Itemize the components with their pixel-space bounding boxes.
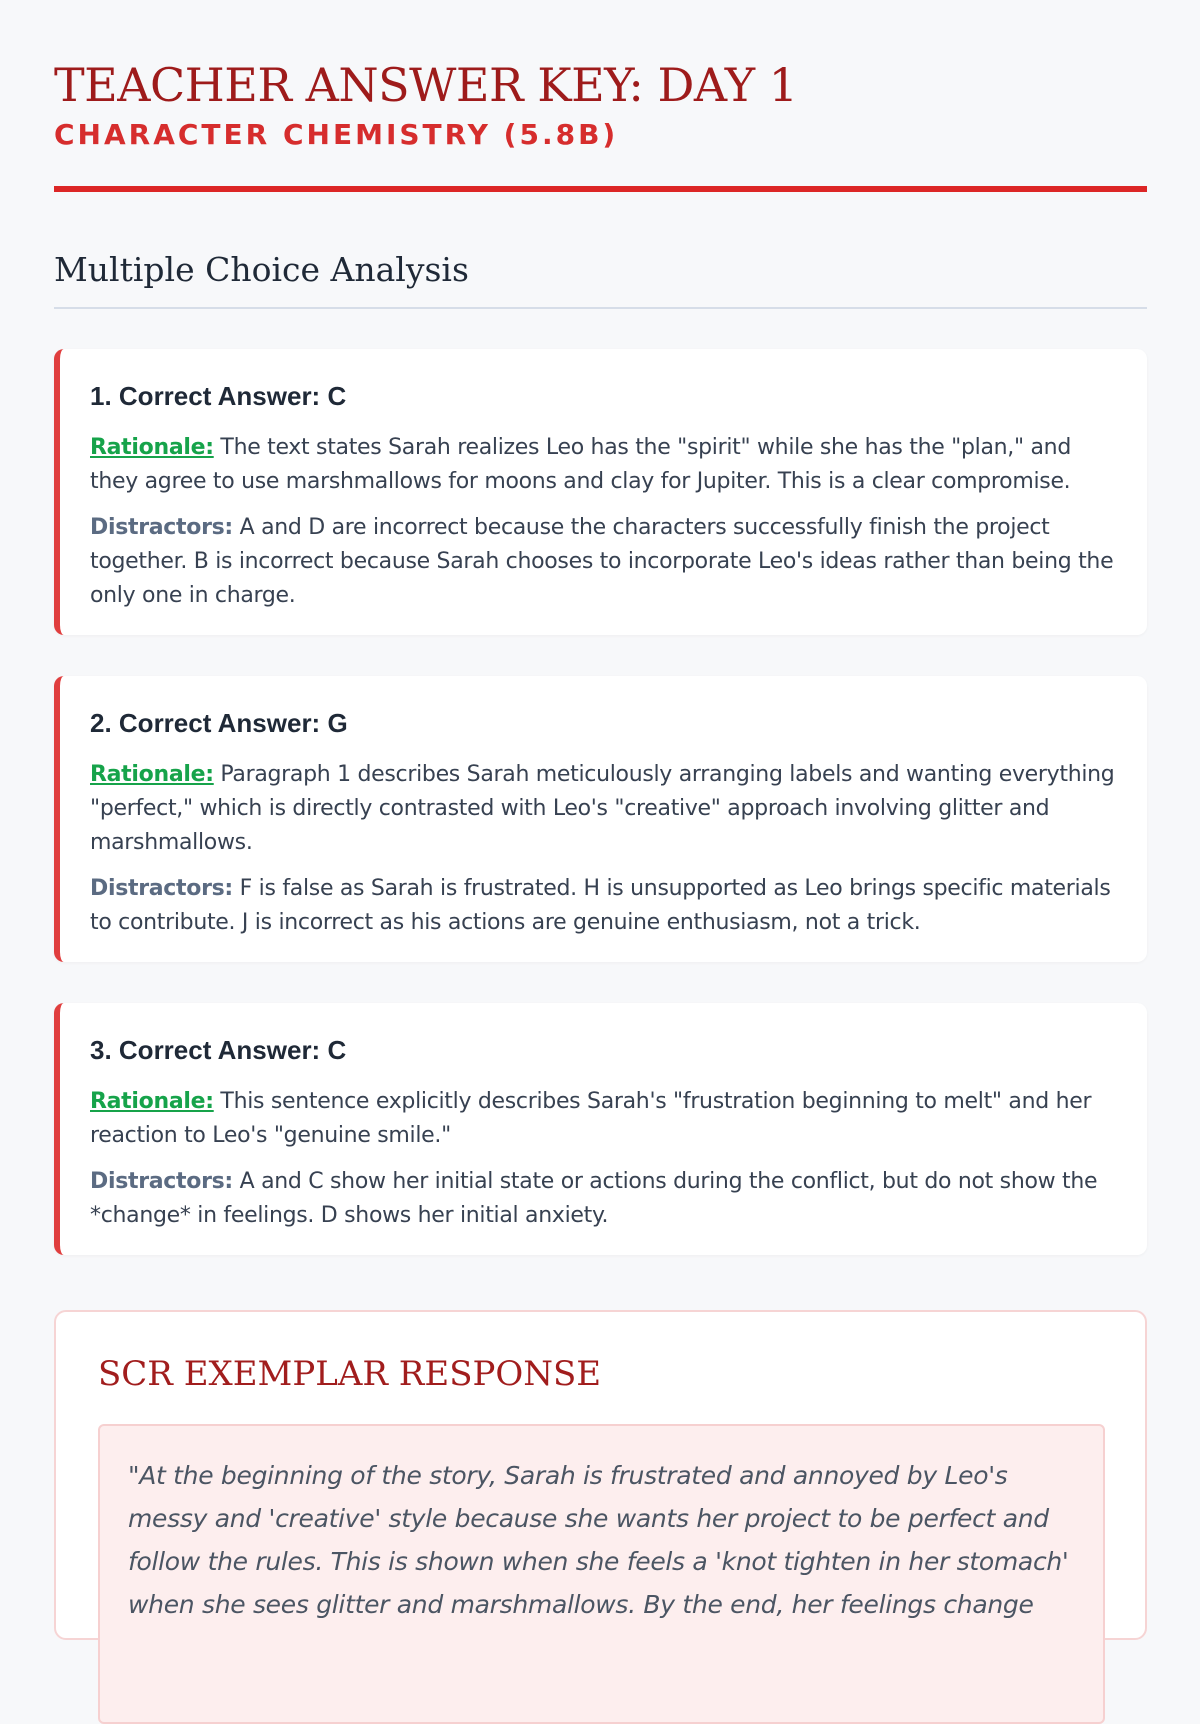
- distractors-paragraph: [90, 872, 1121, 940]
- distractors-label: Distractors:: [90, 515, 233, 540]
- page-title: TEACHER ANSWER KEY: DAY 1: [54, 58, 798, 112]
- rationale-paragraph: [90, 431, 1121, 499]
- scr-exemplar-text: "At the beginning of the story, Sarah is frustrated and annoyed by Leo's messy and 'creative' style because she wants her project to be perfect and follow the rules. This is shown when she feels a 'knot tighten in her stomach' when she sees glitter and marshmallows. By the end, her feelings change: [128, 1461, 1069, 1619]
- question-title: 1. Correct Answer: C: [90, 381, 347, 411]
- rationale-label: Rationale:: [90, 1089, 214, 1114]
- question-card-2: [54, 676, 1147, 962]
- scr-title: SCR EXEMPLAR RESPONSE: [98, 1354, 602, 1394]
- question-title: 2. Correct Answer: G: [90, 708, 348, 738]
- rationale-text: Paragraph 1 describes Sarah meticulously arranging labels and wanting everything "perfect," which is directly contrasted with Leo's "creative" approach involving glitter and marshmallows.: [90, 762, 1115, 855]
- rationale-paragraph: [90, 1085, 1121, 1153]
- page-header: [54, 55, 1147, 153]
- distractors-label: Distractors:: [90, 876, 233, 901]
- rationale-label: Rationale:: [90, 435, 214, 460]
- distractors-text: A and D are incorrect because the characters successfully finish the project together. B is incorrect because Sarah chooses to incorporate Leo's ideas rather than being the only one in charge.: [90, 515, 1114, 608]
- distractors-label: Distractors:: [90, 1169, 233, 1194]
- section-heading: Multiple Choice Analysis: [54, 250, 469, 289]
- rationale-text: This sentence explicitly describes Sarah's "frustration beginning to melt" and her reaction to Leo's "genuine smile.": [90, 1089, 1092, 1148]
- page-subtitle: CHARACTER CHEMISTRY (5.8B): [54, 118, 619, 151]
- question-card-3: [54, 1003, 1147, 1255]
- question-card-1: [54, 349, 1147, 635]
- scr-exemplar-section: [54, 1310, 1147, 1640]
- question-title: 3. Correct Answer: C: [90, 1035, 347, 1065]
- header-divider: [54, 186, 1147, 192]
- rationale-label: Rationale:: [90, 762, 214, 787]
- distractors-text: F is false as Sarah is frustrated. H is unsupported as Leo brings specific materials to contribute. J is incorrect as his actions are genuine enthusiasm, not a trick.: [90, 876, 1111, 935]
- distractors-paragraph: [90, 511, 1121, 613]
- distractors-text: A and C show her initial state or actions during the conflict, but do not show the *change* in feelings. D shows her initial anxiety.: [90, 1169, 1098, 1228]
- distractors-paragraph: [90, 1165, 1121, 1233]
- rationale-text: The text states Sarah realizes Leo has the "spirit" while she has the "plan," and they agree to use marshmallows for moons and clay for Jupiter. This is a clear compromise.: [90, 435, 1071, 494]
- rationale-paragraph: [90, 758, 1121, 860]
- scr-exemplar-quote: [98, 1424, 1105, 1724]
- section-divider: [54, 307, 1147, 309]
